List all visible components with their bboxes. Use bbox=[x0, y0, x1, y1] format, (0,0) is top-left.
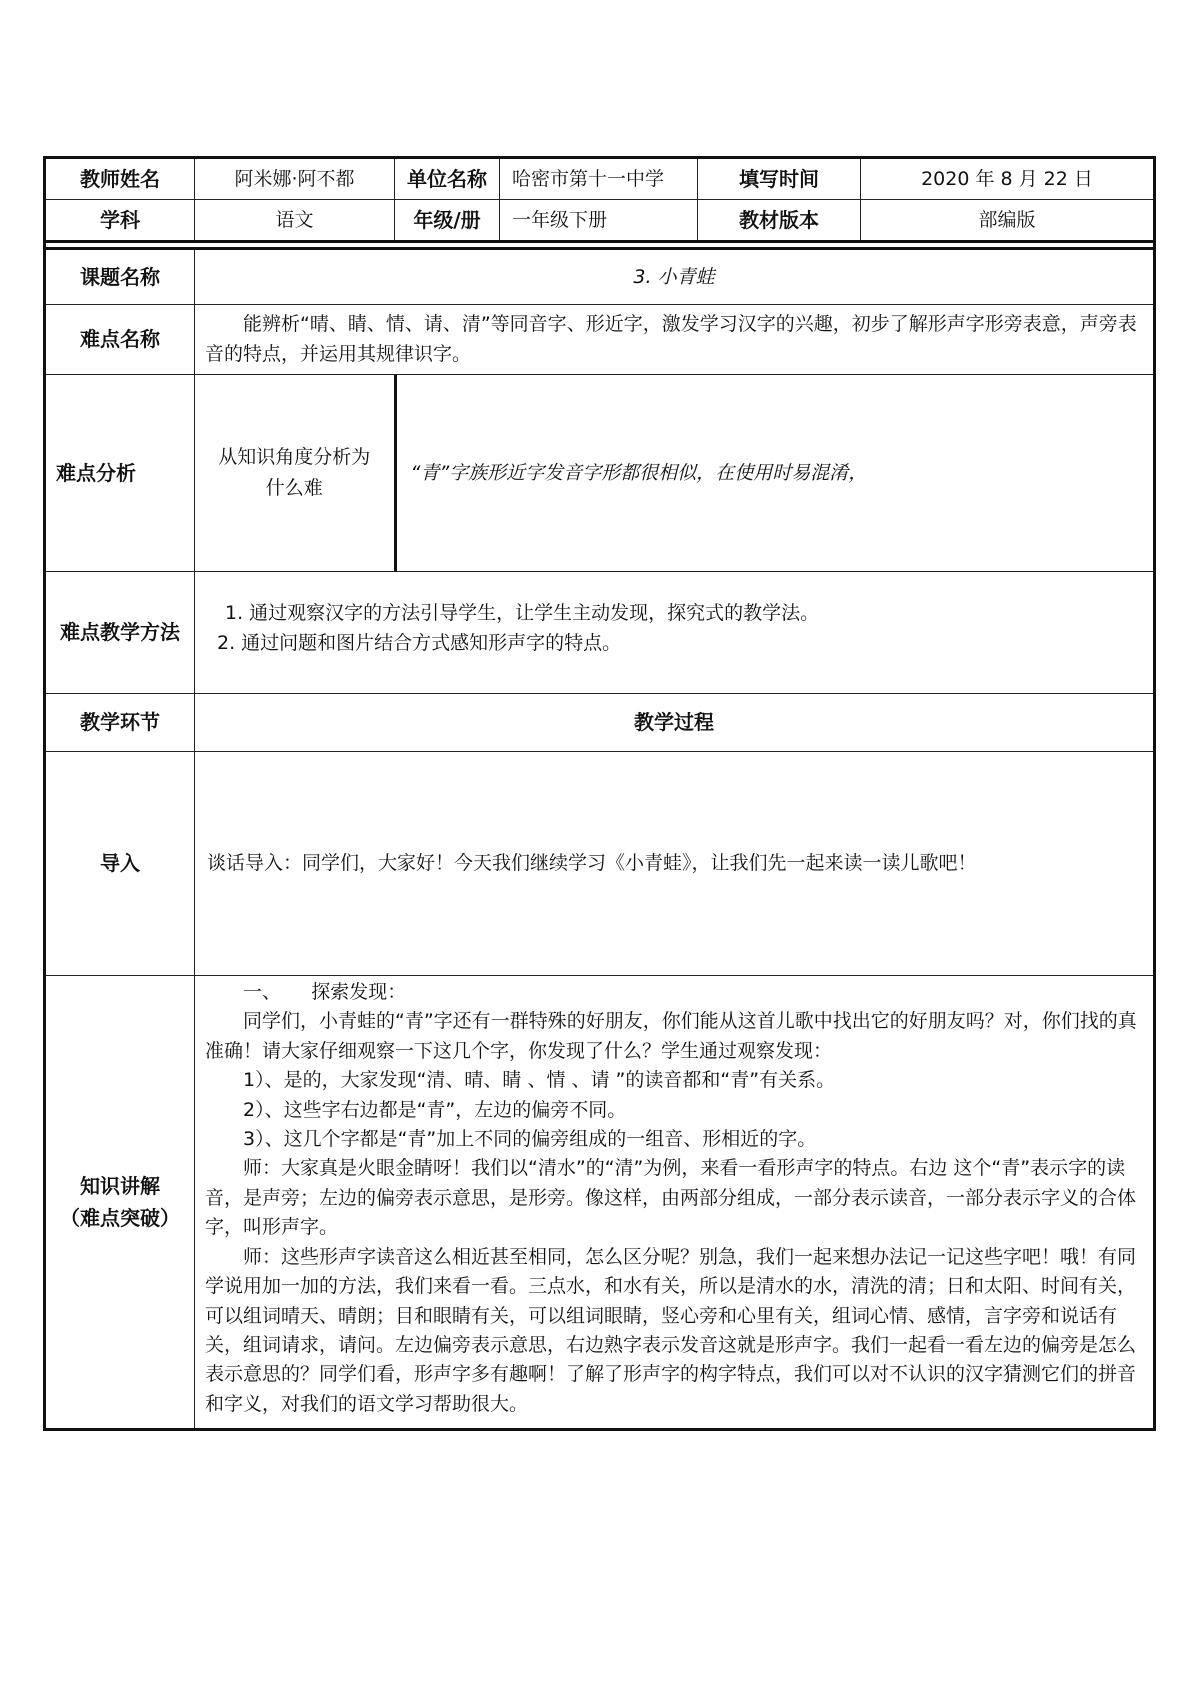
analysis-sub-label: 从知识角度分析为什么难 bbox=[195, 375, 395, 571]
row-subject-info bbox=[45, 200, 1155, 242]
row-method bbox=[45, 571, 1155, 693]
subject-value: 语文 bbox=[195, 200, 395, 242]
knowledge-paragraph: 同学们，小青蛙的“青”字还有一群特殊的好朋友，你们能从这首儿歌中找出它的好朋友吗？对，你们找的真准确！请大家仔细观察一下这几个字，你发现了什么？学生通过观察发现： bbox=[205, 1010, 1137, 1062]
row-analysis bbox=[45, 374, 1155, 571]
edition-label: 教材版本 bbox=[698, 200, 861, 242]
fill-date-label: 填写时间 bbox=[698, 158, 861, 200]
unit-name-value: 哈密市第十一中学 bbox=[500, 158, 698, 200]
row-difficulty bbox=[45, 305, 1155, 375]
analysis-text: “青”字族形近字发音字形都很相似，在使用时易混淆， bbox=[410, 461, 868, 484]
analysis-label: 难点分析 bbox=[45, 374, 195, 571]
knowledge-label-line2: （难点突破） bbox=[60, 1205, 180, 1230]
topic-label: 课题名称 bbox=[45, 249, 195, 305]
difficulty-label: 难点名称 bbox=[45, 305, 195, 375]
row-topic bbox=[45, 249, 1155, 305]
intro-text: 谈话导入：同学们，大家好！今天我们继续学习《小青蛙》，让我们先一起来读一读儿歌吧！ bbox=[195, 751, 1155, 975]
teacher-name-value: 阿米娜·阿不都 bbox=[195, 158, 395, 200]
intro-label: 导入 bbox=[45, 751, 195, 975]
teacher-name-label: 教师姓名 bbox=[45, 158, 195, 200]
unit-name-label: 单位名称 bbox=[395, 158, 500, 200]
knowledge-paragraph: 师：大家真是火眼金睛呀！我们以“清水”的“清”为例，来看一看形声字的特点。右边 这个“青”表示字的读音，是声旁；左边的偏旁表示意思，是形旁。像这样，由两部分组成，一部分表示读音，一部分表示字义的合体字，叫形声字。 bbox=[205, 1157, 1137, 1239]
knowledge-label-line1: 知识讲解 bbox=[80, 1173, 160, 1198]
subject-label: 学科 bbox=[45, 200, 195, 242]
row-teacher-info bbox=[45, 158, 1155, 200]
method-item-1: 1. 通过观察汉字的方法引导学生，让学生主动发现，探究式的教学法。 bbox=[225, 601, 820, 624]
row-knowledge bbox=[45, 975, 1155, 1429]
knowledge-paragraph: 1）、是的，大家发现“清、晴、睛 、情 、请 ”的读音都和“青”有关系。 bbox=[243, 1069, 836, 1092]
row-intro bbox=[45, 751, 1155, 975]
row-process-header bbox=[45, 693, 1155, 751]
grade-value: 一年级下册 bbox=[500, 200, 698, 242]
knowledge-section-title: 一、 探索发现： bbox=[243, 980, 407, 1003]
method-label: 难点教学方法 bbox=[45, 571, 195, 693]
edition-value: 部编版 bbox=[861, 200, 1155, 242]
knowledge-paragraph: 3）、这几个字都是“青”加上不同的偏旁组成的一组音、形相近的字。 bbox=[243, 1127, 817, 1150]
topic-value: 3. 小青蛙 bbox=[195, 249, 1155, 305]
grade-label: 年级/册 bbox=[395, 200, 500, 242]
knowledge-body bbox=[195, 975, 1155, 1429]
knowledge-paragraph: 师：这些形声字读音这么相近甚至相同，怎么区分呢？别急，我们一起来想办法记一记这些字吧！哦！有同学说用加一加的方法，我们来看一看。三点水，和水有关，所以是清水的水，清洗的清；日和太阳、时间有关，可以组词晴天、晴朗；目和眼睛有关，可以组词眼睛，竖心旁和心里有关，组词心情、感情，言字旁和说话有关，组词请求，请问。左边偏旁表示意思，右边熟字表示发音这就是形声字。我们一起看一看左边的偏旁是怎么表示意思的？同学们看，形声字多有趣啊！了解了形声字的构字特点，我们可以对不认识的汉字猜测它们的拼音和字义，对我们的语文学习帮助很大。 bbox=[205, 1245, 1137, 1415]
process-header: 教学过程 bbox=[195, 693, 1155, 751]
analysis-inner bbox=[195, 375, 1153, 571]
knowledge-paragraph: 2）、这些字右边都是“青”，左边的偏旁不同。 bbox=[243, 1098, 627, 1121]
lesson-plan-sheet bbox=[43, 156, 1153, 1431]
stage-header: 教学环节 bbox=[45, 693, 195, 751]
lesson-plan-table bbox=[43, 156, 1156, 1431]
method-item-2: 2. 通过问题和图片结合方式感知形声字的特点。 bbox=[217, 632, 622, 655]
fill-date-value: 2020 年 8 月 22 日 bbox=[861, 158, 1155, 200]
row-spacer bbox=[45, 242, 1155, 249]
difficulty-text: 能辨析“晴、睛、情、请、清”等同音字、形近字，激发学习汉字的兴趣，初步了解形声字形旁表意，声旁表音的特点，并运用其规律识字。 bbox=[205, 313, 1137, 366]
